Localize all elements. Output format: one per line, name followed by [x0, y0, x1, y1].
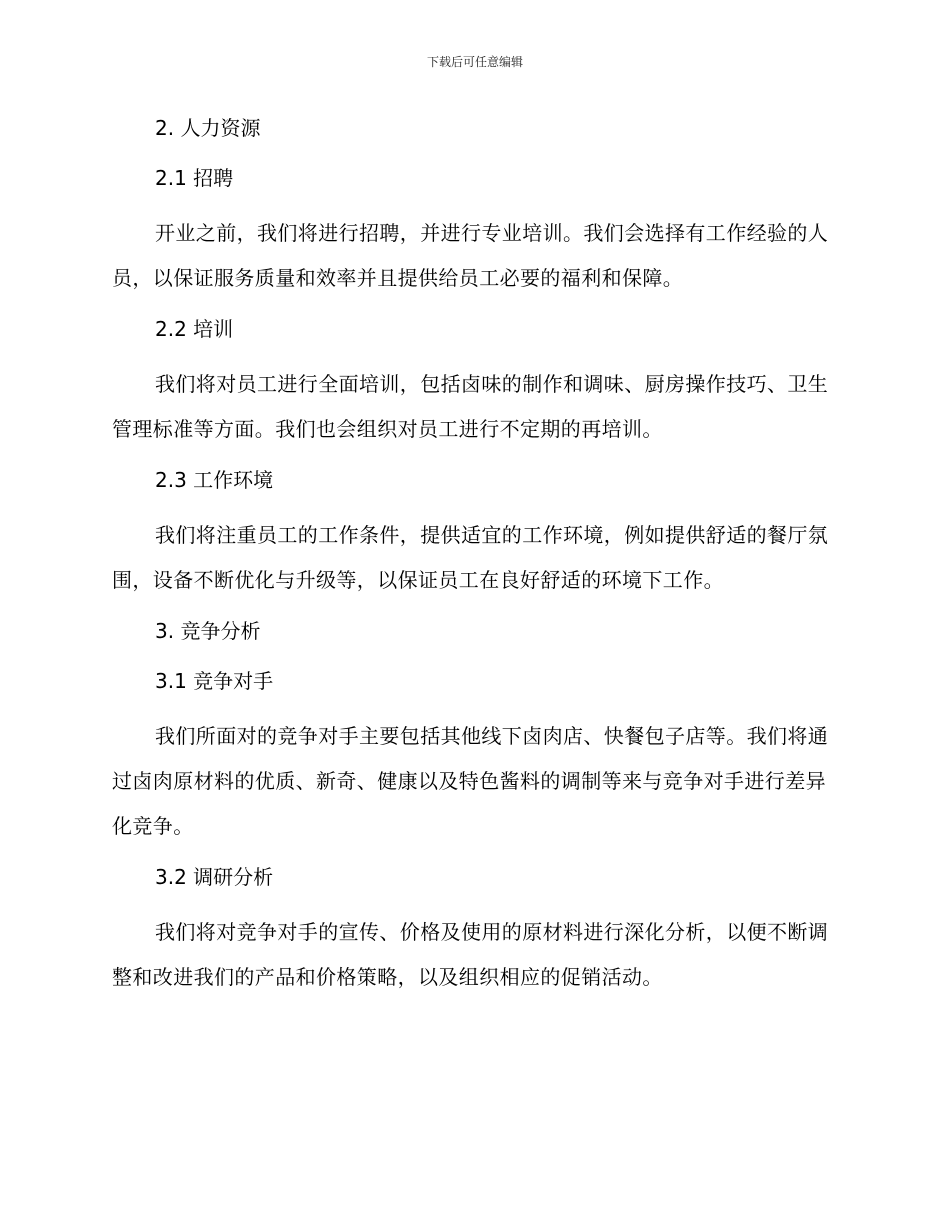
section-heading-recruitment: 2.1 招聘 — [155, 166, 234, 190]
section-heading-work-environment: 2.3 工作环境 — [155, 468, 274, 492]
section-heading-competition-analysis: 3. 竞争分析 — [155, 619, 261, 643]
section-heading-training: 2.2 培训 — [155, 317, 234, 341]
paragraph-work-environment: 我们将注重员工的工作条件，提供适宜的工作环境，例如提供舒适的餐厅氛围，设备不断优化与升级等，以保证员工在良好舒适的环境下工作。 — [112, 523, 829, 592]
page-header: 下载后可任意编辑 — [426, 55, 523, 69]
paragraph-recruitment: 开业之前，我们将进行招聘，并进行专业培训。我们会选择有工作经验的人员，以保证服务质量和效率并且提供给员工必要的福利和保障。 — [112, 221, 829, 290]
section-heading-competitors: 3.1 竞争对手 — [155, 669, 274, 693]
paragraph-competitors: 我们所面对的竞争对手主要包括其他线下卤肉店、快餐包子店等。我们将通过卤肉原材料的优质、新奇、健康以及特色酱料的调制等来与竞争对手进行差异化竞争。 — [112, 724, 829, 838]
paragraph-training: 我们将对员工进行全面培训，包括卤味的制作和调味、厨房操作技巧、卫生管理标准等方面。我们也会组织对员工进行不定期的再培训。 — [112, 372, 829, 441]
section-heading-human-resources: 2. 人力资源 — [155, 116, 261, 140]
section-heading-research-analysis: 3.2 调研分析 — [155, 865, 274, 889]
document-body — [112, 111, 832, 1000]
paragraph-research-analysis: 我们将对竞争对手的宣传、价格及使用的原材料进行深化分析，以便不断调整和改进我们的产品和价格策略，以及组织相应的促销活动。 — [112, 920, 829, 989]
